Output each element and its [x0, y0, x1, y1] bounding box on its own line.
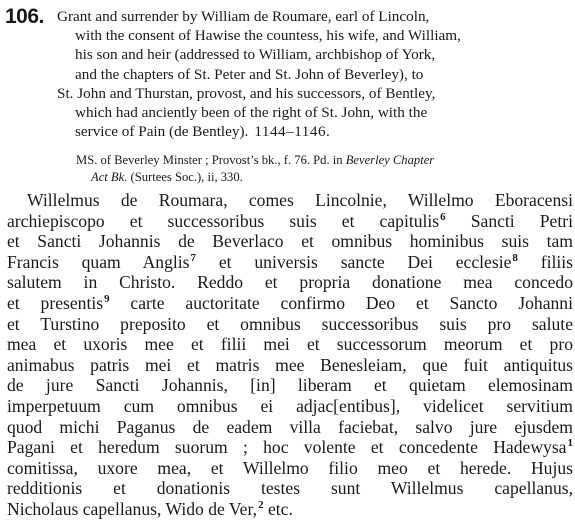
- source-text: MS. of Beverley Minster ; Provost’s bk., f. 76. Pd. in: [76, 153, 346, 167]
- charter-line: quod michi Paganus de eadem villa faciebat, salvo jure ejusdem: [7, 416, 573, 437]
- charter-line-text: Francis quam Anglis: [7, 251, 190, 272]
- summary-line-text: service of Pain (de Bentley).: [75, 123, 249, 141]
- summary-line: his son and heir (addressed to William, archbishop of York,: [75, 46, 436, 64]
- charter-line: imperpetuum cum omnibus ei adjac[entibus], videlicet servitium: [7, 395, 573, 416]
- footnote-marker: 8: [512, 251, 518, 264]
- summary-line: Grant and surrender by William de Roumare, earl of Lincoln,: [57, 8, 430, 25]
- charter-line: [7, 211, 573, 232]
- footnote-marker: 6: [440, 210, 446, 223]
- charter-line: mea et uxoris mee et filii mei et successorum meorum et pro: [7, 334, 573, 355]
- charter-line-text: carte auctoritate confirmo Deo et Sancto Johanni: [109, 292, 573, 313]
- source-title: Act Bk.: [91, 170, 128, 184]
- charter-line-text: et presentis: [7, 292, 104, 313]
- charter-line-text: archiepiscopo et successoribus suis et capitulis: [7, 210, 440, 231]
- charter-line-text: et universis sancte Dei ecclesie: [196, 251, 512, 272]
- footnote-marker: 9: [104, 292, 110, 305]
- charter-line: salutem in Christo. Reddo et propria donatione mea concedo: [7, 272, 573, 293]
- charter-line: de jure Sancti Johannis, [in] liberam et quietam elemosinam: [7, 375, 573, 396]
- source-text: (Surtees Soc.), ii, 330.: [127, 170, 243, 184]
- charter-line-text: Sancti Petri: [445, 210, 573, 231]
- footnote-marker: 7: [190, 251, 196, 264]
- source-line: [76, 152, 573, 169]
- charter-line: Willelmus de Roumara, comes Lincolnie, Willelmo Eboracensi: [27, 190, 573, 210]
- source-citation: [76, 152, 573, 186]
- footnote-marker: 1: [567, 437, 573, 450]
- charter-line: comitissa, uxore mea, et Willelmo filio meo et herede. Hujus: [7, 457, 573, 478]
- charter-line: redditionis et donationis testes sunt Willelmus capellanus,: [7, 478, 573, 499]
- charter-line-text: Nicholaus capellanus, Wido de Ver,: [7, 498, 258, 519]
- charter-line: et Turstino preposito et omnibus successoribus suis pro salute: [7, 313, 573, 334]
- charter-line-text: Pagani et heredum suorum ; hoc volente et concedente Hadewysa: [7, 437, 567, 458]
- charter-line: [7, 437, 573, 458]
- charter-line: [7, 252, 573, 273]
- summary-line: [57, 122, 573, 141]
- summary-line: St. John and Thurstan, provost, and his successors, of Bentley,: [57, 84, 436, 102]
- charter-line: et Sancti Johannis de Beverlaco et omnibus hominibus suis tam: [7, 231, 573, 252]
- summary-line: which had anciently been of the right of St. John, with the: [75, 104, 428, 122]
- charter-line-text: etc.: [263, 498, 293, 519]
- charter-line: [7, 293, 573, 314]
- summary-line: and the chapters of St. Peter and St. John of Beverley), to: [75, 65, 424, 83]
- summary-line: with the consent of Hawise the countess, his wife, and William,: [75, 27, 461, 45]
- charter-line-text: filiis: [517, 251, 573, 272]
- date-range: 1144–1146.: [254, 123, 331, 141]
- charter-text: [7, 190, 573, 520]
- charter-line: [7, 499, 573, 520]
- footnote-marker: 2: [258, 498, 264, 511]
- charter-line: animabus patris mei et matris mee Benesleiam, que fuit antiquitus: [7, 354, 573, 375]
- source-line: [76, 169, 573, 186]
- source-title: Beverley Chapter: [345, 153, 435, 167]
- entry-number: 106.: [5, 5, 44, 28]
- entry-summary: [57, 7, 573, 141]
